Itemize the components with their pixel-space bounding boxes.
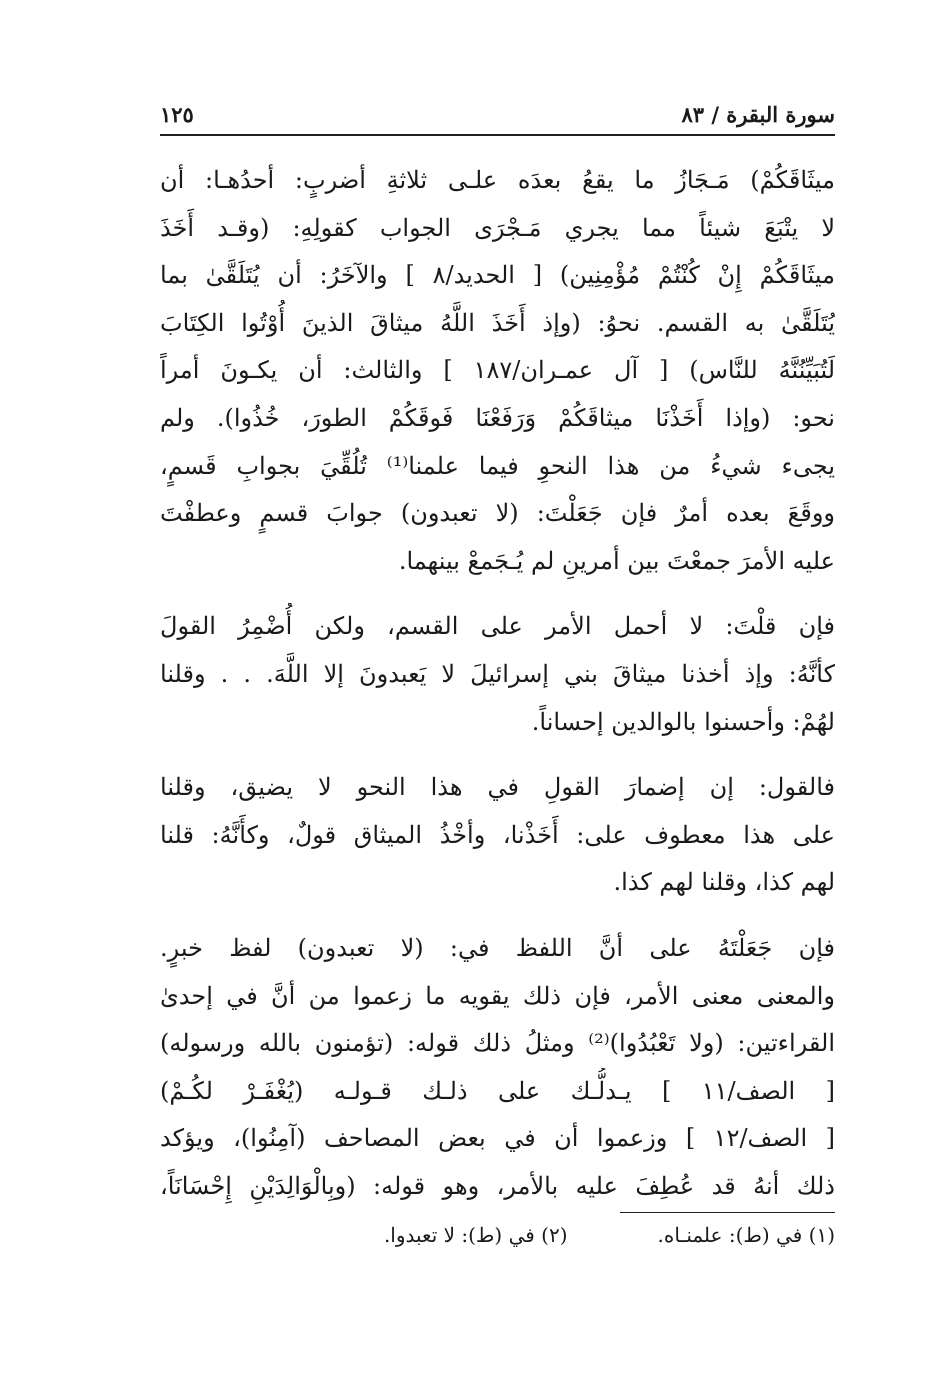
body-text — [160, 157, 835, 1210]
text-line: يُتَلَقَّىٰ به القسم. نحوُ: (وإذ أَخَذَ اللَّهُ ميثاقَ الذينَ أُوْتُوا الكِتَابَ — [160, 308, 835, 337]
paragraph-2 — [160, 603, 835, 746]
text-line: يجىء شيءُ من هذا النحوِ فيما علمنا⁽¹⁾ تُلُقِّيَ بجوابِ قَسمٍ، — [160, 451, 835, 480]
text-line: ووقَعَ بعده أمرٌ فإن جَعَلْتَ: (لا تعبدون) جوابَ قسمٍ وعطفْتَ — [160, 499, 835, 528]
text-line: ذلك أنهُ قد عُطِفَ عليه بالأمر، وهو قوله: (وبِالْوَالِدَيْنِ إِحْسَانَاً، — [160, 1171, 835, 1200]
footnotes — [160, 1223, 835, 1247]
page-number: ١٢٥ — [160, 101, 194, 127]
running-header — [160, 96, 835, 132]
paragraph-4 — [160, 925, 835, 1211]
text-line: فإن جَعَلْتَهُ على أنَّ اللفظ في: (لا تعبدون) لفظ خبرٍ. — [160, 933, 835, 962]
header-rule — [160, 134, 835, 136]
paragraph-1 — [160, 157, 835, 585]
text-line: نحو: (وإذا أَخَذْنَا ميثاقَكُمْ وَرَفَعْنَا فَوقَكُمْ الطورَ، خُذُوا). ولم — [160, 403, 835, 432]
text-line: [ الصف/١١ ] يـدلُّـك على ذلـك قـولـه (يُغْفَـرْ لكُـمْ) — [160, 1076, 835, 1105]
running-title: سورة البقرة / ٨٣ — [681, 101, 835, 127]
text-line: لا يتْبَعَ شيئاً مما يجري مَـجْرَى الجواب كقولِهِ: (وقـد أَخَذَ — [160, 213, 835, 242]
text-line: لهُمْ: وأحسنوا بالوالدين إحساناً. — [531, 707, 835, 736]
footnote-rule — [620, 1212, 835, 1213]
text-line: القراءتين: (ولا تَعْبُدُوا)⁽²⁾ ومثلُ ذلك قوله: (تؤمنون بالله ورسوله) — [160, 1029, 835, 1058]
text-line: فالقول: إن إضمارَ القولِ في هذا النحو لا يضيق، وقلنا — [160, 773, 835, 802]
paragraph-3 — [160, 764, 835, 907]
text-line: والمعنى معنى الأمر، فإن ذلك يقويه ما زعموا من أنَّ في إحدىٰ — [160, 981, 835, 1010]
text-line: فإن قلْتَ: لا أحمل الأمر على القسم، ولكن أُضْمِرُ القولَ — [160, 612, 835, 641]
footnote-1: (١) في (ط): علمنـاه. — [657, 1223, 835, 1247]
text-line: ميثَاقَكُمْ إِنْ كُنْتُمْ مُؤْمِنِين) [ الحديد/٨ ] والآخَرُ: أن يُتَلَقَّىٰ بما — [160, 261, 835, 290]
text-line: على هذا معطوف على: أَخَذْنا، وأخْذُ الميثاق قولٌ، وكأَنَّهُ: قلنا — [160, 820, 835, 849]
footnote-2: (٢) في (ط): لا تعبدوا. — [383, 1223, 568, 1247]
text-line: لَتُبَيِّنُنَّهُ للنَّاس) [ آل عمـران/١٨٧ ] والثالث: أن يكـونَ أمراً — [160, 356, 835, 385]
text-line: لهم كذا، وقلنا لهم كذا. — [613, 868, 835, 897]
text-line: عليه الأمرَ جمعْتَ بين أمرينِ لم يُـجَمعْ بينهما. — [398, 546, 835, 575]
text-line: ميثَاقَكُمْ) مَـجَازُ ما يقعُ بعدَه علـى ثلاثةِ أضربٍ: أحدُهـا: أن — [160, 166, 835, 194]
text-line: كأنَّهُ: وإذ أخذنا ميثاقَ بني إسرائيلَ لا يَعبدونَ إلا اللَّهَ. . . وقلنا — [160, 659, 835, 688]
text-line: [ الصف/١٢ ] وزعموا أن في بعض المصاحف (آمِنُوا)، ويؤكد — [160, 1124, 835, 1153]
